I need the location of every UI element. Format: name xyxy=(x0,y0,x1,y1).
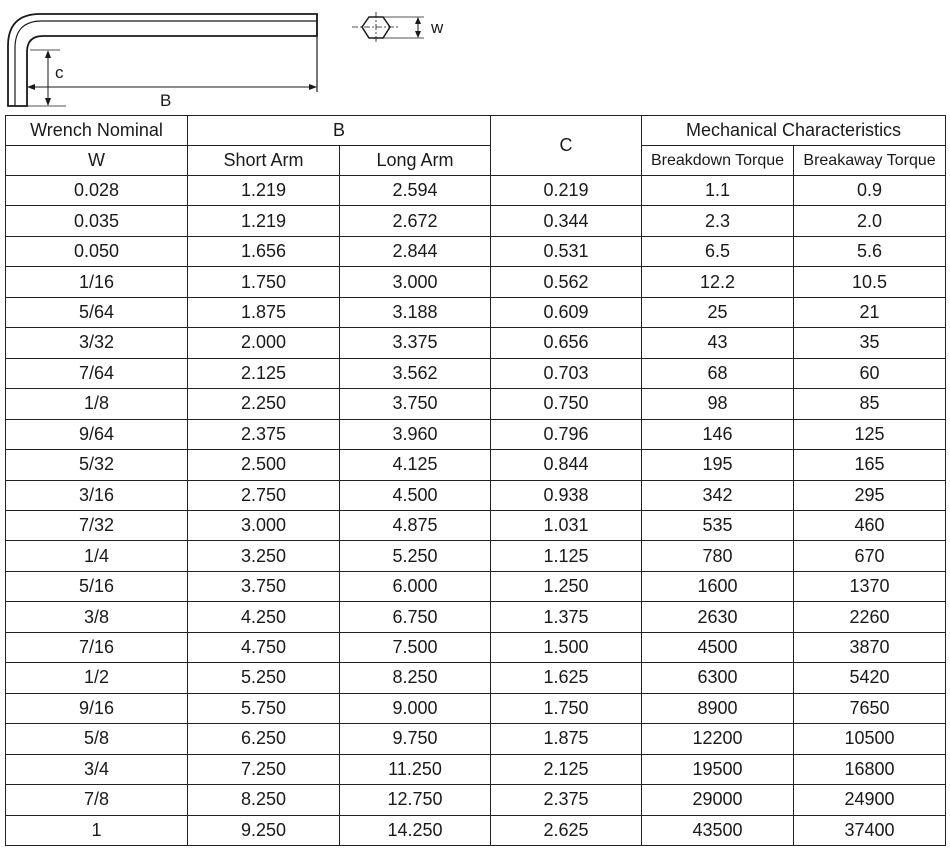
dim-c-arrow-top xyxy=(45,50,51,58)
table-row xyxy=(6,510,946,540)
cell-short-arm: 8.250 xyxy=(188,785,340,815)
cell-short-arm: 1.875 xyxy=(188,297,340,327)
cell-c: 1.500 xyxy=(491,632,642,662)
dim-c-arrow-bottom xyxy=(45,98,51,106)
cell-breakaway-torque: 3870 xyxy=(794,632,946,662)
cell-breakdown-torque: 29000 xyxy=(642,785,794,815)
cell-breakaway-torque: 85 xyxy=(794,389,946,419)
cell-c: 0.531 xyxy=(491,236,642,266)
cell-long-arm: 4.125 xyxy=(340,450,491,480)
cell-breakaway-torque: 24900 xyxy=(794,785,946,815)
dim-w-arrow-top xyxy=(415,17,421,24)
table-row xyxy=(6,785,946,815)
header-wrench-nominal: Wrench Nominal xyxy=(6,116,188,146)
cell-breakaway-torque: 2.0 xyxy=(794,206,946,236)
cell-breakdown-torque: 1.1 xyxy=(642,176,794,206)
cell-c: 0.219 xyxy=(491,176,642,206)
cell-breakaway-torque: 165 xyxy=(794,450,946,480)
cell-short-arm: 6.250 xyxy=(188,724,340,754)
table-row xyxy=(6,541,946,571)
cell-long-arm: 3.188 xyxy=(340,297,491,327)
cell-short-arm: 5.250 xyxy=(188,663,340,693)
cell-long-arm: 3.960 xyxy=(340,419,491,449)
cell-breakaway-torque: 5420 xyxy=(794,663,946,693)
cell-wrench-nominal: 0.028 xyxy=(6,176,188,206)
cell-wrench-nominal: 7/8 xyxy=(6,785,188,815)
cell-short-arm: 1.750 xyxy=(188,267,340,297)
cell-breakdown-torque: 146 xyxy=(642,419,794,449)
header-b: B xyxy=(188,116,491,146)
cell-breakaway-torque: 16800 xyxy=(794,754,946,784)
cell-short-arm: 2.750 xyxy=(188,480,340,510)
cell-wrench-nominal: 7/16 xyxy=(6,632,188,662)
cell-wrench-nominal: 1/16 xyxy=(6,267,188,297)
cell-breakdown-torque: 43 xyxy=(642,328,794,358)
cell-wrench-nominal: 3/8 xyxy=(6,602,188,632)
cell-c: 0.562 xyxy=(491,267,642,297)
cell-wrench-nominal: 3/16 xyxy=(6,480,188,510)
cell-breakdown-torque: 535 xyxy=(642,510,794,540)
cell-wrench-nominal: 7/64 xyxy=(6,358,188,388)
cell-c: 1.250 xyxy=(491,571,642,601)
cell-long-arm: 2.594 xyxy=(340,176,491,206)
cell-wrench-nominal: 9/16 xyxy=(6,693,188,723)
cell-breakaway-torque: 0.9 xyxy=(794,176,946,206)
cell-wrench-nominal: 1/8 xyxy=(6,389,188,419)
cell-c: 0.656 xyxy=(491,328,642,358)
cell-long-arm: 3.000 xyxy=(340,267,491,297)
cell-breakaway-torque: 10500 xyxy=(794,724,946,754)
cell-breakdown-torque: 1600 xyxy=(642,571,794,601)
cell-c: 1.875 xyxy=(491,724,642,754)
header-mechanical-characteristics: Mechanical Characteristics xyxy=(642,116,946,146)
cell-breakdown-torque: 195 xyxy=(642,450,794,480)
table-row xyxy=(6,176,946,206)
cell-breakaway-torque: 10.5 xyxy=(794,267,946,297)
cell-c: 1.750 xyxy=(491,693,642,723)
cell-breakdown-torque: 98 xyxy=(642,389,794,419)
cell-breakdown-torque: 68 xyxy=(642,358,794,388)
cell-breakaway-torque: 460 xyxy=(794,510,946,540)
cell-breakdown-torque: 6300 xyxy=(642,663,794,693)
label-w: w xyxy=(431,18,444,37)
cell-c: 0.703 xyxy=(491,358,642,388)
cell-short-arm: 2.500 xyxy=(188,450,340,480)
cell-wrench-nominal: 0.050 xyxy=(6,236,188,266)
cell-c: 1.031 xyxy=(491,510,642,540)
cell-breakdown-torque: 19500 xyxy=(642,754,794,784)
cell-wrench-nominal: 3/32 xyxy=(6,328,188,358)
cell-short-arm: 7.250 xyxy=(188,754,340,784)
cell-c: 0.938 xyxy=(491,480,642,510)
hex-key-spec-table xyxy=(5,115,946,846)
cell-wrench-nominal: 5/8 xyxy=(6,724,188,754)
cell-breakaway-torque: 2260 xyxy=(794,602,946,632)
table-row xyxy=(6,206,946,236)
cell-wrench-nominal: 3/4 xyxy=(6,754,188,784)
cell-breakaway-torque: 37400 xyxy=(794,815,946,845)
cell-short-arm: 9.250 xyxy=(188,815,340,845)
hex-key-dimension-diagram xyxy=(0,0,950,115)
table-body xyxy=(6,176,946,846)
header-w: W xyxy=(6,146,188,176)
header-breakdown-torque: Breakdown Torque xyxy=(642,146,794,176)
cell-wrench-nominal: 1/2 xyxy=(6,663,188,693)
table-row xyxy=(6,450,946,480)
cell-c: 0.844 xyxy=(491,450,642,480)
cell-c: 0.609 xyxy=(491,297,642,327)
cell-c: 2.125 xyxy=(491,754,642,784)
cell-wrench-nominal: 1 xyxy=(6,815,188,845)
header-long-arm: Long Arm xyxy=(340,146,491,176)
table-row xyxy=(6,389,946,419)
table-row xyxy=(6,297,946,327)
cell-breakaway-torque: 125 xyxy=(794,419,946,449)
header-short-arm: Short Arm xyxy=(188,146,340,176)
table-row xyxy=(6,571,946,601)
dim-b-arrow-right xyxy=(309,84,317,90)
table-row xyxy=(6,419,946,449)
cell-long-arm: 9.000 xyxy=(340,693,491,723)
cell-long-arm: 6.750 xyxy=(340,602,491,632)
cell-short-arm: 5.750 xyxy=(188,693,340,723)
cell-breakdown-torque: 12.2 xyxy=(642,267,794,297)
cell-breakdown-torque: 2630 xyxy=(642,602,794,632)
cell-long-arm: 5.250 xyxy=(340,541,491,571)
cell-c: 1.625 xyxy=(491,663,642,693)
table-row xyxy=(6,480,946,510)
cell-long-arm: 7.500 xyxy=(340,632,491,662)
table-row xyxy=(6,632,946,662)
cell-breakdown-torque: 780 xyxy=(642,541,794,571)
table-row xyxy=(6,663,946,693)
cell-c: 1.375 xyxy=(491,602,642,632)
table-row xyxy=(6,754,946,784)
cell-wrench-nominal: 5/64 xyxy=(6,297,188,327)
cell-long-arm: 3.562 xyxy=(340,358,491,388)
cell-breakdown-torque: 4500 xyxy=(642,632,794,662)
cell-long-arm: 6.000 xyxy=(340,571,491,601)
table-row xyxy=(6,328,946,358)
cell-breakaway-torque: 1370 xyxy=(794,571,946,601)
cell-short-arm: 2.250 xyxy=(188,389,340,419)
cell-wrench-nominal: 5/32 xyxy=(6,450,188,480)
table-row xyxy=(6,815,946,845)
cell-long-arm: 14.250 xyxy=(340,815,491,845)
cell-c: 0.750 xyxy=(491,389,642,419)
table-row xyxy=(6,358,946,388)
cell-short-arm: 3.000 xyxy=(188,510,340,540)
cell-long-arm: 12.750 xyxy=(340,785,491,815)
cell-long-arm: 3.375 xyxy=(340,328,491,358)
cell-wrench-nominal: 1/4 xyxy=(6,541,188,571)
header-c: C xyxy=(491,116,642,176)
cell-breakaway-torque: 35 xyxy=(794,328,946,358)
cell-c: 1.125 xyxy=(491,541,642,571)
cell-short-arm: 1.219 xyxy=(188,176,340,206)
cell-breakaway-torque: 21 xyxy=(794,297,946,327)
table-row xyxy=(6,267,946,297)
cell-c: 0.796 xyxy=(491,419,642,449)
cell-wrench-nominal: 0.035 xyxy=(6,206,188,236)
cell-breakdown-torque: 8900 xyxy=(642,693,794,723)
label-c: c xyxy=(55,63,64,82)
header-breakaway-torque: Breakaway Torque xyxy=(794,146,946,176)
cell-long-arm: 3.750 xyxy=(340,389,491,419)
table-row xyxy=(6,236,946,266)
cell-breakdown-torque: 6.5 xyxy=(642,236,794,266)
cell-long-arm: 4.500 xyxy=(340,480,491,510)
cell-long-arm: 11.250 xyxy=(340,754,491,784)
cell-breakaway-torque: 60 xyxy=(794,358,946,388)
cell-breakdown-torque: 43500 xyxy=(642,815,794,845)
cell-long-arm: 4.875 xyxy=(340,510,491,540)
cell-breakaway-torque: 295 xyxy=(794,480,946,510)
label-b: B xyxy=(160,91,172,110)
cell-c: 2.375 xyxy=(491,785,642,815)
cell-breakaway-torque: 670 xyxy=(794,541,946,571)
cell-wrench-nominal: 7/32 xyxy=(6,510,188,540)
cell-short-arm: 1.656 xyxy=(188,236,340,266)
cell-short-arm: 4.750 xyxy=(188,632,340,662)
cell-short-arm: 1.219 xyxy=(188,206,340,236)
cell-short-arm: 3.250 xyxy=(188,541,340,571)
cell-breakaway-torque: 7650 xyxy=(794,693,946,723)
cell-short-arm: 3.750 xyxy=(188,571,340,601)
table-row xyxy=(6,724,946,754)
dim-w-arrow-bottom xyxy=(415,31,421,38)
dim-b-arrow-left xyxy=(27,84,35,90)
cell-breakdown-torque: 25 xyxy=(642,297,794,327)
cell-long-arm: 2.672 xyxy=(340,206,491,236)
cell-long-arm: 8.250 xyxy=(340,663,491,693)
cell-long-arm: 2.844 xyxy=(340,236,491,266)
table-row xyxy=(6,693,946,723)
cell-wrench-nominal: 9/64 xyxy=(6,419,188,449)
cell-short-arm: 2.375 xyxy=(188,419,340,449)
cell-short-arm: 2.125 xyxy=(188,358,340,388)
cell-wrench-nominal: 5/16 xyxy=(6,571,188,601)
cell-short-arm: 4.250 xyxy=(188,602,340,632)
cell-short-arm: 2.000 xyxy=(188,328,340,358)
table-row xyxy=(6,602,946,632)
cell-long-arm: 9.750 xyxy=(340,724,491,754)
cell-breakdown-torque: 12200 xyxy=(642,724,794,754)
cell-breakaway-torque: 5.6 xyxy=(794,236,946,266)
cell-breakdown-torque: 2.3 xyxy=(642,206,794,236)
cell-c: 0.344 xyxy=(491,206,642,236)
cell-breakdown-torque: 342 xyxy=(642,480,794,510)
cell-c: 2.625 xyxy=(491,815,642,845)
